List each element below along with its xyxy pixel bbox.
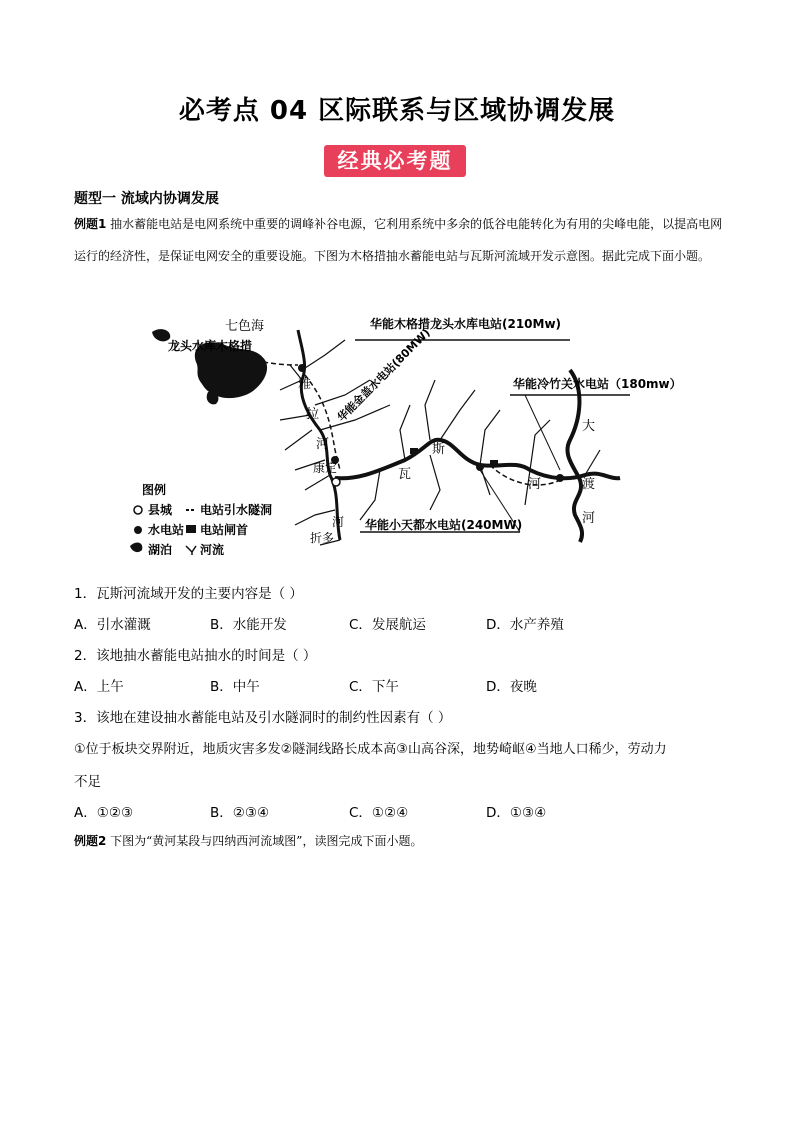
q1-option-a[interactable]: A．引水灌溉: [74, 617, 151, 633]
svg-text:电站引水隧洞: 电站引水隧洞: [200, 503, 273, 517]
example1-text: 抽水蓄能电站是电网系统中重要的调峰补谷电源，它利用系统中多余的低谷电能转化为有用的尖峰电能，以提高电网运行的经济性，是保证电网安全的重要设施。下图为木格措抽水蓄能电站与瓦斯河流域开发示意图。据此完成下面小题。: [74, 217, 723, 263]
wasi-river-map: [130, 310, 720, 555]
map-legend: [130, 482, 272, 555]
label-si: 斯: [432, 442, 446, 457]
label-zheduo: 折多: [310, 531, 335, 545]
example2-text: 下图为“黄河某段与四纳西河流域图”，读图完成下面小题。: [106, 834, 423, 848]
label-du: 渡: [582, 477, 596, 492]
label-station-lengzhuguan: 华能冷竹关水电站（180mw）: [513, 377, 682, 391]
label-he-2: 河: [528, 477, 542, 492]
example1-label: 例题1: [74, 217, 107, 231]
q2-option-c[interactable]: C．下午: [349, 679, 399, 695]
svg-text:县城: 县城: [148, 503, 173, 517]
q3-option-c[interactable]: C．①②④: [349, 805, 409, 821]
svg-text:水电站: 水电站: [148, 523, 185, 537]
label-station-xiaotiandu: 华能小天都水电站(240MW): [365, 518, 523, 532]
station-dot: [298, 364, 306, 372]
q2-option-d[interactable]: D．夜晚: [486, 679, 537, 695]
label-wa: 瓦: [398, 467, 412, 482]
q3-statements-line2: 不足: [74, 774, 101, 790]
label-ya: 雅: [298, 377, 312, 392]
q3-statements-line1: ①位于板块交界附近，地质灾害多发②隧洞线路长成本高③山高谷深，地势崎岖④当地人口稀少，劳动力: [74, 742, 667, 757]
svg-text:湖泊: 湖泊: [148, 543, 173, 555]
county-kangding: [332, 478, 340, 486]
q3-option-b[interactable]: B．②③④: [210, 805, 270, 821]
page-title: 必考点 04 区际联系与区域协调发展: [178, 96, 616, 126]
question-2-stem: 2．该地抽水蓄能电站抽水的时间是（ ）: [74, 648, 317, 664]
label-la: 拉: [306, 407, 320, 422]
station-dot: [476, 463, 484, 471]
q2-option-b[interactable]: B．中午: [210, 679, 260, 695]
q1-option-d[interactable]: D．水产养殖: [486, 617, 564, 633]
q2-option-a[interactable]: A．上午: [74, 679, 124, 695]
q3-option-d[interactable]: D．①③④: [486, 805, 547, 821]
q3-option-a[interactable]: A．①②③: [74, 805, 134, 821]
svg-text:图例: 图例: [142, 483, 167, 497]
classic-question-badge: 经典必考题: [324, 145, 466, 177]
section-heading: 题型一 流域内协调发展: [74, 191, 219, 207]
svg-text:河流: 河流: [200, 543, 225, 555]
label-he-1: 河: [316, 437, 330, 452]
label-longtou-reservoir: 龙头水库木格措: [168, 339, 253, 353]
label-da: 大: [582, 419, 596, 434]
river-dadu: [567, 370, 582, 542]
label-kangding: 康定: [313, 461, 338, 475]
q1-option-c[interactable]: C．发展航运: [349, 617, 426, 633]
example2-label: 例题2: [74, 834, 107, 848]
example1-paragraph: [74, 208, 724, 272]
gate-marker: [490, 460, 498, 466]
gate-marker: [410, 448, 418, 454]
label-he-3: 河: [582, 511, 596, 526]
label-he-4: 河: [332, 515, 345, 529]
example2-paragraph: [74, 825, 724, 857]
q1-option-b[interactable]: B．水能开发: [210, 617, 287, 633]
question-3-stem: 3．该地在建设抽水蓄能电站及引水隧洞时的制约性因素有（ ）: [74, 710, 452, 726]
question-1-stem: 1．瓦斯河流域开发的主要内容是（ ）: [74, 586, 303, 602]
station-dot: [556, 474, 564, 482]
svg-text:电站闸首: 电站闸首: [200, 523, 249, 537]
label-station-jinzhu: 华能金盖水电站(80MW): [334, 326, 433, 425]
label-qisehai: 七色海: [225, 319, 265, 334]
label-station-top: 华能木格措龙头水库电站(210Mw): [370, 317, 562, 331]
